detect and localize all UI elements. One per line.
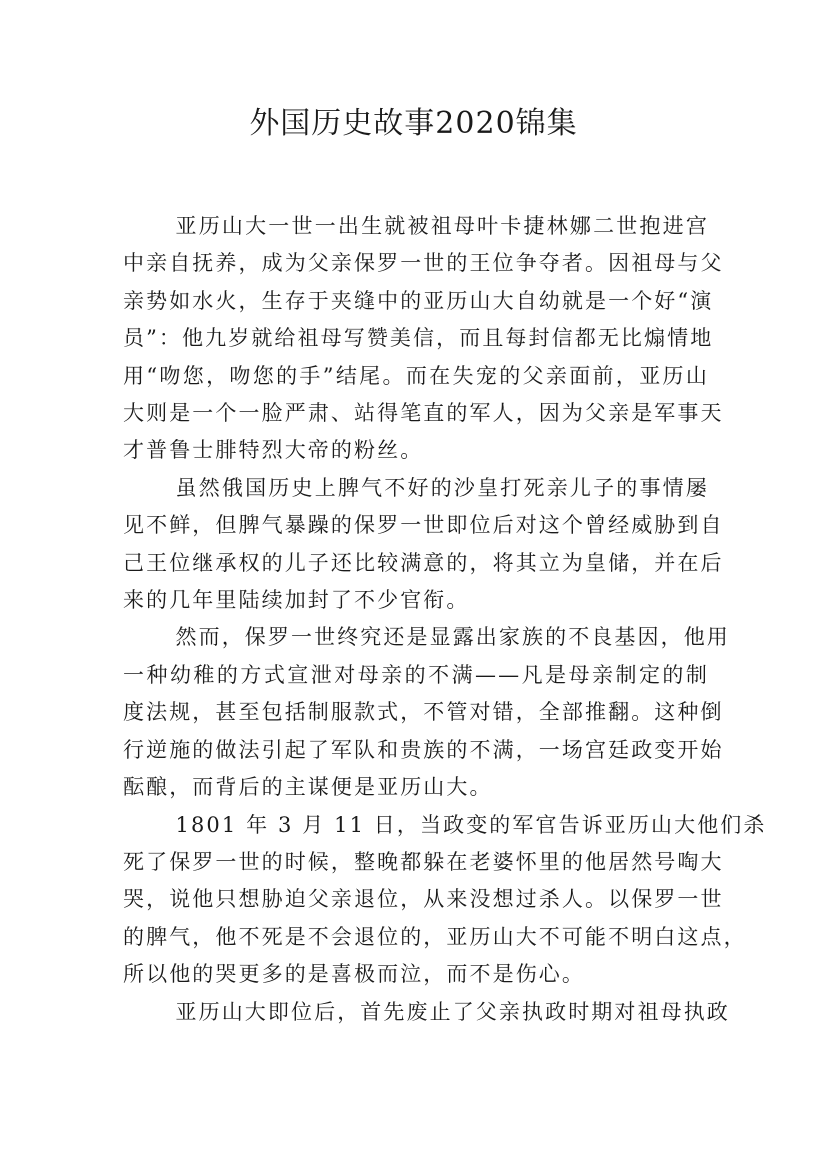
text-line: 见不鲜，但脾气暴躁的保罗一世即位后对这个曾经威胁到自	[123, 513, 724, 538]
paragraph	[123, 619, 730, 806]
document-title: 外国历史故事2020锦集	[249, 106, 578, 141]
text-line: 哭，说他只想胁迫父亲退位，从来没想过杀人。以保罗一世	[123, 887, 724, 912]
text-line: 死了保罗一世的时候，整晚都躲在老婆怀里的他居然号啕大	[123, 849, 724, 874]
text-line: 员”：他九岁就给祖母写赞美信，而且每封信都无比煽情地	[123, 326, 714, 351]
text-line: 亚历山大一世一出生就被祖母叶卡捷林娜二世抱进宫	[175, 214, 709, 238]
text-line: 度法规，甚至包括制服款式，不管对错，全部推翻。这种倒	[123, 700, 724, 725]
text-line: 大则是一个一脸严肃、站得笔直的军人，因为父亲是军事天	[123, 401, 724, 426]
text-line: 虽然俄国历史上脾气不好的沙皇打死亲儿子的事情屡	[175, 475, 709, 500]
text-line: 来的几年里陆续加封了不少官衔。	[123, 588, 470, 613]
text-line: 亲势如水火，生存于夹缝中的亚历山大自幼就是一个好“演	[123, 288, 714, 313]
text-line: 中亲自抚养，成为父亲保罗一世的王位争夺者。因祖母与父	[123, 251, 724, 276]
text-line: 酝酿，而背后的主谋便是亚历山大。	[123, 775, 493, 800]
text-line: 一种幼稚的方式宣泄对母亲的不满——凡是母亲制定的制	[123, 662, 709, 687]
paragraph	[123, 807, 767, 994]
text-line: 才普鲁士腓特烈大帝的粉丝。	[123, 438, 424, 463]
document-body	[123, 208, 767, 1031]
text-line: 用“吻您，吻您的手”结尾。而在失宠的父亲面前，亚历山	[123, 363, 709, 388]
text-line: 的脾气，他不死是不会退位的，亚历山大不可能不明白这点，	[123, 924, 747, 949]
text-line: 己王位继承权的儿子还比较满意的，将其立为皇储，并在后	[123, 550, 724, 575]
text-line: 亚历山大即位后，首先废止了父亲执政时期对祖母执政	[175, 999, 730, 1024]
paragraph	[123, 994, 730, 1031]
paragraph	[123, 470, 724, 620]
text-line: 行逆施的做法引起了军队和贵族的不满，一场宫廷政变开始	[123, 737, 724, 762]
text-line: 1801 年 3 月 11 日，当政变的军官告诉亚历山大他们杀	[175, 812, 767, 837]
text-line: 所以他的哭更多的是喜极而泣，而不是伤心。	[123, 962, 585, 987]
paragraph	[123, 208, 724, 470]
text-line: 然而，保罗一世终究还是显露出家族的不良基因，他用	[175, 625, 730, 650]
